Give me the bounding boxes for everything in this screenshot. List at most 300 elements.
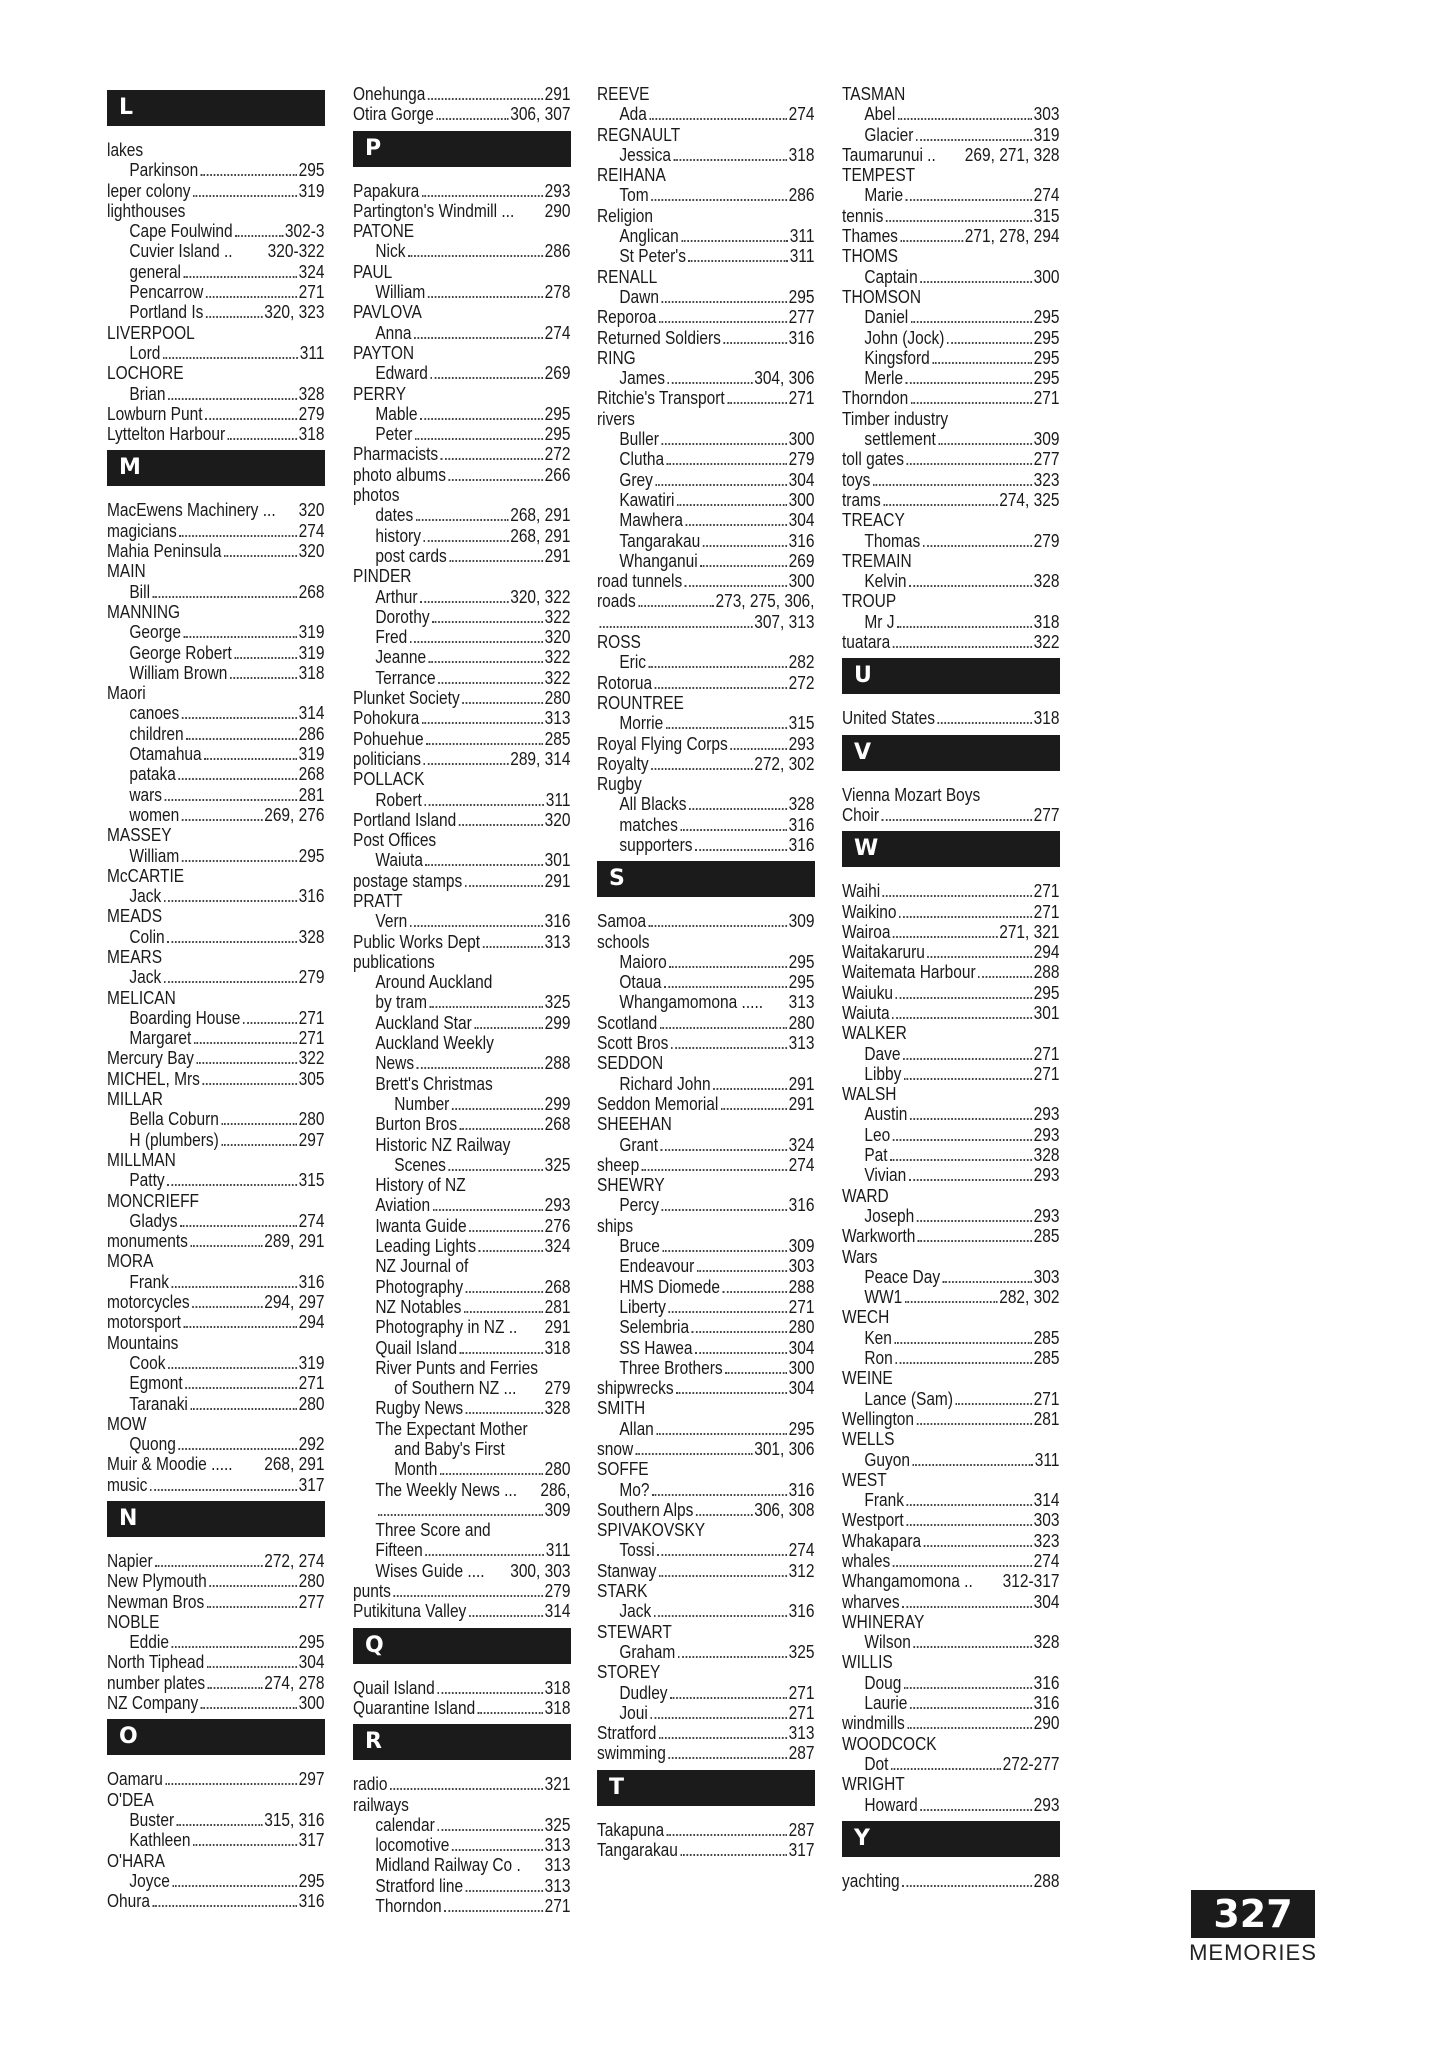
page-reference: 271 xyxy=(1033,388,1060,409)
index-subentry xyxy=(842,1632,1059,1652)
entry-term: rivers xyxy=(597,408,635,429)
page-reference: 319 xyxy=(1033,124,1060,145)
entry-term: and Baby's First xyxy=(394,1439,505,1459)
section-letter-header xyxy=(107,1719,325,1755)
page-reference: 293 xyxy=(1033,1104,1060,1125)
entry-term: Historic NZ Railway xyxy=(375,1134,511,1155)
page-reference: 300, 303 xyxy=(510,1560,571,1581)
page-reference: 317 xyxy=(298,1830,325,1851)
dot-leader xyxy=(221,1144,297,1146)
entry-term: WILLIS xyxy=(842,1652,893,1673)
index-column-3 xyxy=(597,84,815,1860)
entry-term: WALKER xyxy=(842,1023,907,1044)
dot-leader xyxy=(894,1342,1031,1344)
index-entry xyxy=(107,201,324,221)
dot-leader xyxy=(207,1666,297,1668)
index-subentry xyxy=(597,1317,814,1337)
page-reference: 285 xyxy=(1033,1226,1060,1247)
dot-leader xyxy=(462,702,543,704)
page-reference: 316 xyxy=(788,327,815,348)
dot-leader xyxy=(430,1006,543,1008)
entry-term: THOMSON xyxy=(842,286,922,307)
index-subentry xyxy=(597,1642,814,1662)
page-reference: 286 xyxy=(788,185,815,206)
entry-term: Egmont xyxy=(129,1373,183,1394)
entry-term: Rugby xyxy=(597,774,642,795)
page-reference: 325 xyxy=(544,992,571,1013)
index-subentry xyxy=(597,713,814,733)
entry-term: Anglican xyxy=(619,226,679,247)
dot-leader xyxy=(671,1047,787,1049)
page-reference: 320 xyxy=(298,500,325,521)
index-subentry xyxy=(842,1104,1059,1124)
dot-leader xyxy=(650,1717,787,1719)
index-entry xyxy=(353,465,570,485)
dot-leader xyxy=(425,1554,544,1556)
entry-term: lighthouses xyxy=(107,200,186,221)
entry-term: WRIGHT xyxy=(842,1774,905,1795)
page-reference: 300 xyxy=(788,429,815,450)
index-entry xyxy=(597,165,814,185)
index-subentry xyxy=(842,185,1059,205)
index-subentry xyxy=(842,1673,1059,1693)
index-entry xyxy=(842,226,1059,246)
entry-term: TEMPEST xyxy=(842,165,916,186)
dot-leader xyxy=(426,743,543,745)
index-subentry xyxy=(842,1044,1059,1064)
index-entry xyxy=(842,942,1059,962)
entry-term: Public Works Dept xyxy=(353,931,481,952)
page-reference: 268 xyxy=(544,1114,571,1135)
index-entry xyxy=(107,1312,324,1332)
index-entry xyxy=(353,1774,570,1794)
entry-term: Daniel xyxy=(864,307,909,328)
page-reference: 304 xyxy=(1033,1591,1060,1612)
section-letter: O xyxy=(119,1724,138,1750)
entry-term: Pohuehue xyxy=(353,728,424,749)
dot-leader xyxy=(899,916,1032,918)
section-letter-header xyxy=(353,1628,571,1664)
page-reference: 293 xyxy=(544,180,571,201)
entry-term: Grey xyxy=(619,469,653,490)
entry-term: Laurie xyxy=(864,1693,908,1714)
index-subentry xyxy=(842,1754,1059,1774)
index-subentry xyxy=(353,323,570,343)
index-entry xyxy=(107,1551,324,1571)
entry-term: Reporoa xyxy=(597,307,657,328)
entry-term: Thames xyxy=(842,226,898,247)
page-reference: 317 xyxy=(298,1474,325,1495)
entry-term: Pohokura xyxy=(353,708,420,729)
section-letter: U xyxy=(854,663,872,689)
dot-leader xyxy=(893,646,1032,648)
dot-leader xyxy=(898,118,1032,120)
entry-term: St Peter's xyxy=(619,246,686,267)
dot-leader xyxy=(234,657,297,659)
index-entry xyxy=(597,328,814,348)
dot-leader xyxy=(662,1209,787,1211)
index-entry xyxy=(107,988,324,1008)
page-reference: 268 xyxy=(544,1276,571,1297)
index-subentry xyxy=(353,1815,570,1835)
entry-term: Whanganui xyxy=(619,550,698,571)
index-subentry xyxy=(597,531,814,551)
index-entry xyxy=(842,1186,1059,1206)
entry-term: STOREY xyxy=(597,1662,661,1683)
index-entry xyxy=(597,307,814,327)
entry-term: TREACY xyxy=(842,510,905,531)
dot-leader xyxy=(193,1844,297,1846)
index-subentry xyxy=(353,1074,570,1094)
entry-term: Cook xyxy=(129,1352,166,1373)
dot-leader xyxy=(909,1179,1032,1181)
dot-leader xyxy=(655,687,787,689)
entry-term: schools xyxy=(597,931,650,952)
dot-leader xyxy=(466,1890,543,1892)
dot-leader xyxy=(424,804,544,806)
entry-term: Religion xyxy=(597,205,653,226)
page-reference: 295 xyxy=(1033,368,1060,389)
page-reference: 271 xyxy=(298,282,325,303)
dot-leader xyxy=(196,1062,296,1064)
index-subentry xyxy=(353,1094,570,1114)
page-reference: 288 xyxy=(544,1053,571,1074)
dot-leader xyxy=(947,342,1032,344)
index-subentry xyxy=(353,1398,570,1418)
dot-leader xyxy=(230,677,297,679)
index-subentry xyxy=(107,1272,324,1292)
index-subentry xyxy=(353,1459,570,1479)
page-reference: 316 xyxy=(788,1601,815,1622)
index-subentry xyxy=(597,1683,814,1703)
entry-term: Newman Bros xyxy=(107,1591,205,1612)
entry-term: Vivian xyxy=(864,1165,907,1186)
index-subentry xyxy=(353,1358,570,1378)
dot-leader xyxy=(883,895,1032,897)
index-subentry xyxy=(597,815,814,835)
index-entry xyxy=(597,409,814,429)
entry-term: Wilson xyxy=(864,1632,911,1653)
page-reference: 269 xyxy=(788,550,815,571)
index-entry xyxy=(107,1231,324,1251)
index-entry xyxy=(353,221,570,241)
index-subentry xyxy=(107,1373,324,1393)
index-subentry xyxy=(107,1008,324,1028)
entry-term: Kawatiri xyxy=(619,489,675,510)
dot-leader xyxy=(689,260,789,262)
entry-term: PAVLOVA xyxy=(353,302,422,323)
index-subentry xyxy=(597,145,814,165)
dot-leader xyxy=(179,535,297,537)
entry-term: Jack xyxy=(129,967,162,988)
page-reference: 286, xyxy=(540,1479,571,1500)
page-reference: 320, 323 xyxy=(264,302,325,323)
dot-leader xyxy=(904,1687,1032,1689)
dot-leader xyxy=(182,860,297,862)
page-reference: 311 xyxy=(545,1540,571,1561)
entry-term: canoes xyxy=(129,703,180,724)
page-reference: 294, 297 xyxy=(264,1292,325,1313)
section-letter-header xyxy=(353,1724,571,1760)
index-subentry xyxy=(597,1540,814,1560)
index-entry xyxy=(107,1652,324,1672)
dot-leader xyxy=(204,758,297,760)
entry-term: History of NZ xyxy=(375,1175,466,1196)
page-reference: 302-3 xyxy=(284,221,325,242)
dot-leader xyxy=(426,864,543,866)
entry-term: Dudley xyxy=(619,1682,668,1703)
section-letter: Q xyxy=(365,1632,384,1658)
index-subentry xyxy=(107,1434,324,1454)
index-subentry xyxy=(597,185,814,205)
index-entry xyxy=(842,490,1059,510)
entry-term: Austin xyxy=(864,1104,908,1125)
entry-term: number plates xyxy=(107,1672,206,1693)
dot-leader xyxy=(478,1712,543,1714)
entry-term: NZ Notables xyxy=(375,1296,462,1317)
index-entry xyxy=(353,444,570,464)
entry-term: Mo? xyxy=(619,1479,650,1500)
dot-leader xyxy=(422,722,543,724)
dot-leader xyxy=(649,666,787,668)
index-subentry xyxy=(842,531,1059,551)
index-subentry xyxy=(597,449,814,469)
index-subentry xyxy=(107,764,324,784)
entry-term: Brett's Christmas xyxy=(375,1073,493,1094)
index-subentry xyxy=(597,368,814,388)
dot-leader xyxy=(724,342,787,344)
index-entry xyxy=(842,551,1059,571)
dot-leader xyxy=(201,174,297,176)
entry-term: MORA xyxy=(107,1251,154,1272)
index-subentry xyxy=(353,404,570,424)
index-subentry xyxy=(353,1175,570,1195)
page-reference: 322 xyxy=(544,606,571,627)
entry-term: Buster xyxy=(129,1809,175,1830)
index-entry xyxy=(597,673,814,693)
entry-term: Photography in NZ .. xyxy=(375,1317,518,1338)
index-entry xyxy=(107,323,324,343)
index-entry xyxy=(107,1693,324,1713)
page-reference: 280 xyxy=(298,1571,325,1592)
entry-term: Wairoa xyxy=(842,921,891,942)
index-entry xyxy=(597,693,814,713)
entry-term: Joyce xyxy=(129,1870,170,1891)
entry-term: pataka xyxy=(129,764,176,785)
page-reference: 300 xyxy=(298,1693,325,1714)
entry-term: sheep xyxy=(597,1154,640,1175)
page-reference: 305 xyxy=(298,1068,325,1089)
page-reference: 295 xyxy=(788,972,815,993)
dot-leader xyxy=(678,1656,787,1658)
page-reference: 315 xyxy=(1033,205,1060,226)
dot-leader xyxy=(206,316,263,318)
entry-term: Colin xyxy=(129,926,165,947)
page-reference: 280 xyxy=(544,688,571,709)
page-reference: 274 xyxy=(298,520,325,541)
entry-term: matches xyxy=(619,814,678,835)
page-reference: 280 xyxy=(788,1012,815,1033)
entry-term: Joseph xyxy=(864,1205,915,1226)
dot-leader xyxy=(178,1448,296,1450)
dot-leader xyxy=(676,1392,787,1394)
entry-term: Partington's Windmill ... xyxy=(353,200,515,221)
index-entry xyxy=(842,84,1059,104)
dot-leader xyxy=(178,778,296,780)
entry-term: Bill xyxy=(129,581,151,602)
page-reference: 300 xyxy=(788,489,815,510)
entry-term: Lance (Sam) xyxy=(864,1388,953,1409)
section-letter-header xyxy=(842,1821,1060,1857)
page-reference: 303 xyxy=(1033,104,1060,125)
entry-term: THOMS xyxy=(842,246,898,267)
page-reference: 325 xyxy=(788,1641,815,1662)
entry-term: Vienna Mozart Boys xyxy=(842,784,981,805)
dot-leader xyxy=(891,1768,1001,1770)
dot-leader xyxy=(890,1159,1032,1161)
index-entry xyxy=(353,343,570,363)
index-subentry xyxy=(597,1074,814,1094)
index-entry xyxy=(842,1023,1059,1043)
index-subentry xyxy=(107,846,324,866)
dot-leader xyxy=(192,1306,262,1308)
page-reference: 295 xyxy=(788,951,815,972)
dot-leader xyxy=(685,585,787,587)
dot-leader xyxy=(938,159,963,161)
index-subentry xyxy=(597,652,814,672)
index-subentry xyxy=(107,663,324,683)
index-entry xyxy=(107,1891,324,1911)
page-reference: 316 xyxy=(788,1195,815,1216)
index-subentry xyxy=(353,992,570,1012)
index-subentry xyxy=(842,348,1059,368)
dot-leader xyxy=(184,1326,297,1328)
index-entry xyxy=(107,140,324,160)
entry-term: Wises Guide .... xyxy=(375,1560,485,1581)
dot-leader xyxy=(938,722,1032,724)
entry-term: WALSH xyxy=(842,1084,897,1105)
page-reference: 274 xyxy=(1033,1551,1060,1571)
index-entry xyxy=(597,774,814,794)
index-subentry xyxy=(353,1439,570,1459)
entry-term: George xyxy=(129,622,182,643)
entry-term: Lord xyxy=(129,342,161,363)
entry-term: Brian xyxy=(129,383,166,404)
dot-leader xyxy=(449,560,543,562)
index-subentry xyxy=(842,1206,1059,1226)
entry-term: LIVERPOOL xyxy=(107,322,195,343)
page-reference: 280 xyxy=(788,1317,815,1338)
dot-leader xyxy=(956,1403,1032,1405)
index-entry xyxy=(107,1069,324,1089)
dot-leader xyxy=(464,1311,543,1313)
dot-leader xyxy=(692,1331,787,1333)
page-reference: 323 xyxy=(1033,1530,1060,1551)
index-subentry xyxy=(597,1277,814,1297)
dot-leader xyxy=(727,402,787,404)
index-subentry xyxy=(353,1013,570,1033)
dot-leader xyxy=(520,1331,543,1333)
entry-term: RING xyxy=(597,347,636,368)
index-entry xyxy=(842,1003,1059,1023)
dot-leader xyxy=(459,824,543,826)
page-reference: 291 xyxy=(544,545,571,566)
entry-term: Jack xyxy=(129,886,162,907)
index-subentry xyxy=(597,287,814,307)
index-entry xyxy=(107,1251,324,1271)
page-reference: 271 xyxy=(1033,1043,1060,1064)
dot-leader xyxy=(943,1281,1032,1283)
page-reference: 271, 278, 294 xyxy=(964,226,1060,247)
dot-leader xyxy=(642,1169,787,1171)
page-reference: 311 xyxy=(789,246,815,267)
entry-term: Tossi xyxy=(619,1540,655,1561)
entry-term: WARD xyxy=(842,1185,889,1206)
entry-term: Aviation xyxy=(375,1195,431,1216)
dot-leader xyxy=(923,545,1032,547)
page-reference: 277 xyxy=(298,1591,325,1612)
dot-leader xyxy=(428,98,543,100)
index-subentry xyxy=(107,302,324,322)
index-subentry xyxy=(842,1795,1059,1815)
page-reference: 291 xyxy=(788,1093,815,1114)
index-entry xyxy=(597,388,814,408)
index-entry xyxy=(842,1307,1059,1327)
page-reference: 271, 321 xyxy=(999,921,1060,942)
entry-term: monuments xyxy=(107,1231,188,1252)
index-column-4 xyxy=(842,84,1060,1891)
entry-term: MAIN xyxy=(107,561,146,582)
dot-leader xyxy=(910,1118,1032,1120)
index-entry xyxy=(842,1084,1059,1104)
index-subentry xyxy=(107,744,324,764)
entry-term: Napier xyxy=(107,1551,153,1571)
dot-leader xyxy=(638,605,713,607)
entry-term: WW1 xyxy=(864,1287,903,1308)
page-reference: 303 xyxy=(1033,1266,1060,1287)
index-entry xyxy=(842,922,1059,942)
page-reference: 293 xyxy=(1033,1124,1060,1145)
entry-term: Samoa xyxy=(597,911,647,932)
entry-term: Ohura xyxy=(107,1891,151,1912)
dot-leader xyxy=(725,1372,787,1374)
dot-leader xyxy=(437,1692,543,1694)
entry-term: Ada xyxy=(619,104,647,125)
index-entry xyxy=(597,1500,814,1520)
index-column-2 xyxy=(353,84,571,1916)
entry-term: PERRY xyxy=(353,383,407,404)
dot-leader xyxy=(668,1757,787,1759)
dot-leader xyxy=(883,504,997,506)
dot-leader xyxy=(882,819,1032,821)
page-reference: 295 xyxy=(788,286,815,307)
dot-leader xyxy=(206,296,297,298)
index-entry xyxy=(353,1678,570,1698)
entry-term: MONCRIEFF xyxy=(107,1190,200,1211)
page-reference: 287 xyxy=(788,1743,815,1764)
entry-term: supporters xyxy=(619,834,693,855)
dot-leader xyxy=(666,727,787,729)
page-reference: 280 xyxy=(298,1393,325,1414)
index-entry xyxy=(353,830,570,850)
page-reference: 316 xyxy=(544,911,571,932)
section-letter: M xyxy=(119,455,141,481)
entry-term: SS Hawea xyxy=(619,1337,693,1358)
index-subentry xyxy=(597,510,814,530)
dot-leader xyxy=(649,118,786,120)
page-reference: 274 xyxy=(788,104,815,125)
dot-leader xyxy=(655,484,786,486)
